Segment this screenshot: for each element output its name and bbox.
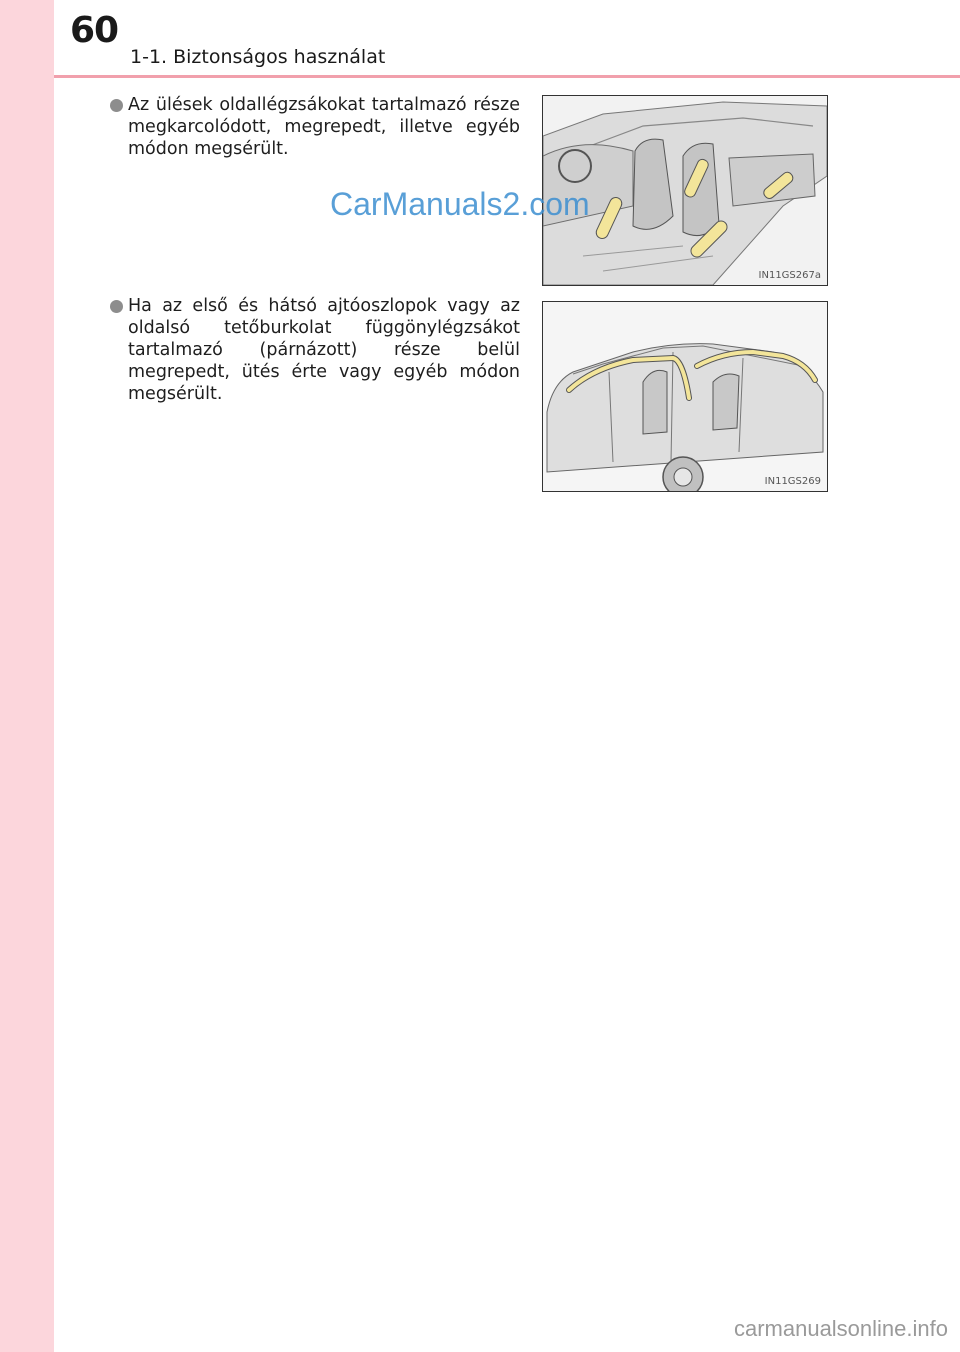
footer-watermark: carmanualsonline.info bbox=[733, 1316, 948, 1341]
watermark-text: CarManuals2.com bbox=[330, 186, 590, 222]
section-title: 1-1. Biztonságos használat bbox=[130, 46, 386, 68]
page-number: 60 bbox=[70, 10, 119, 51]
list-item-curtain-airbag bbox=[128, 295, 520, 405]
bullet-icon bbox=[110, 99, 123, 112]
curtain-airbag-illustration-icon bbox=[543, 302, 827, 491]
side-color-band bbox=[0, 0, 54, 1352]
list-item-seat-airbag bbox=[128, 94, 520, 160]
figure-code: IN11GS269 bbox=[764, 476, 821, 487]
bullet-icon bbox=[110, 300, 123, 313]
header-divider bbox=[54, 75, 960, 78]
list-item-text: Ha az első és hátsó ajtóoszlopok vagy az oldalsó tetőburkolat függönylégzsákot tartalmazó (párnázott) része belül megrepedt, ütés érte vagy egyéb módon megsérült. bbox=[128, 296, 520, 404]
figure-curtain-airbag bbox=[542, 301, 828, 492]
list-item-text: Az ülések oldallégzsákokat tartalmazó része megkarcolódott, megrepedt, illetve egyéb módon megsérült. bbox=[128, 95, 520, 159]
figure-code: IN11GS267a bbox=[758, 270, 821, 281]
page-header bbox=[0, 0, 960, 80]
